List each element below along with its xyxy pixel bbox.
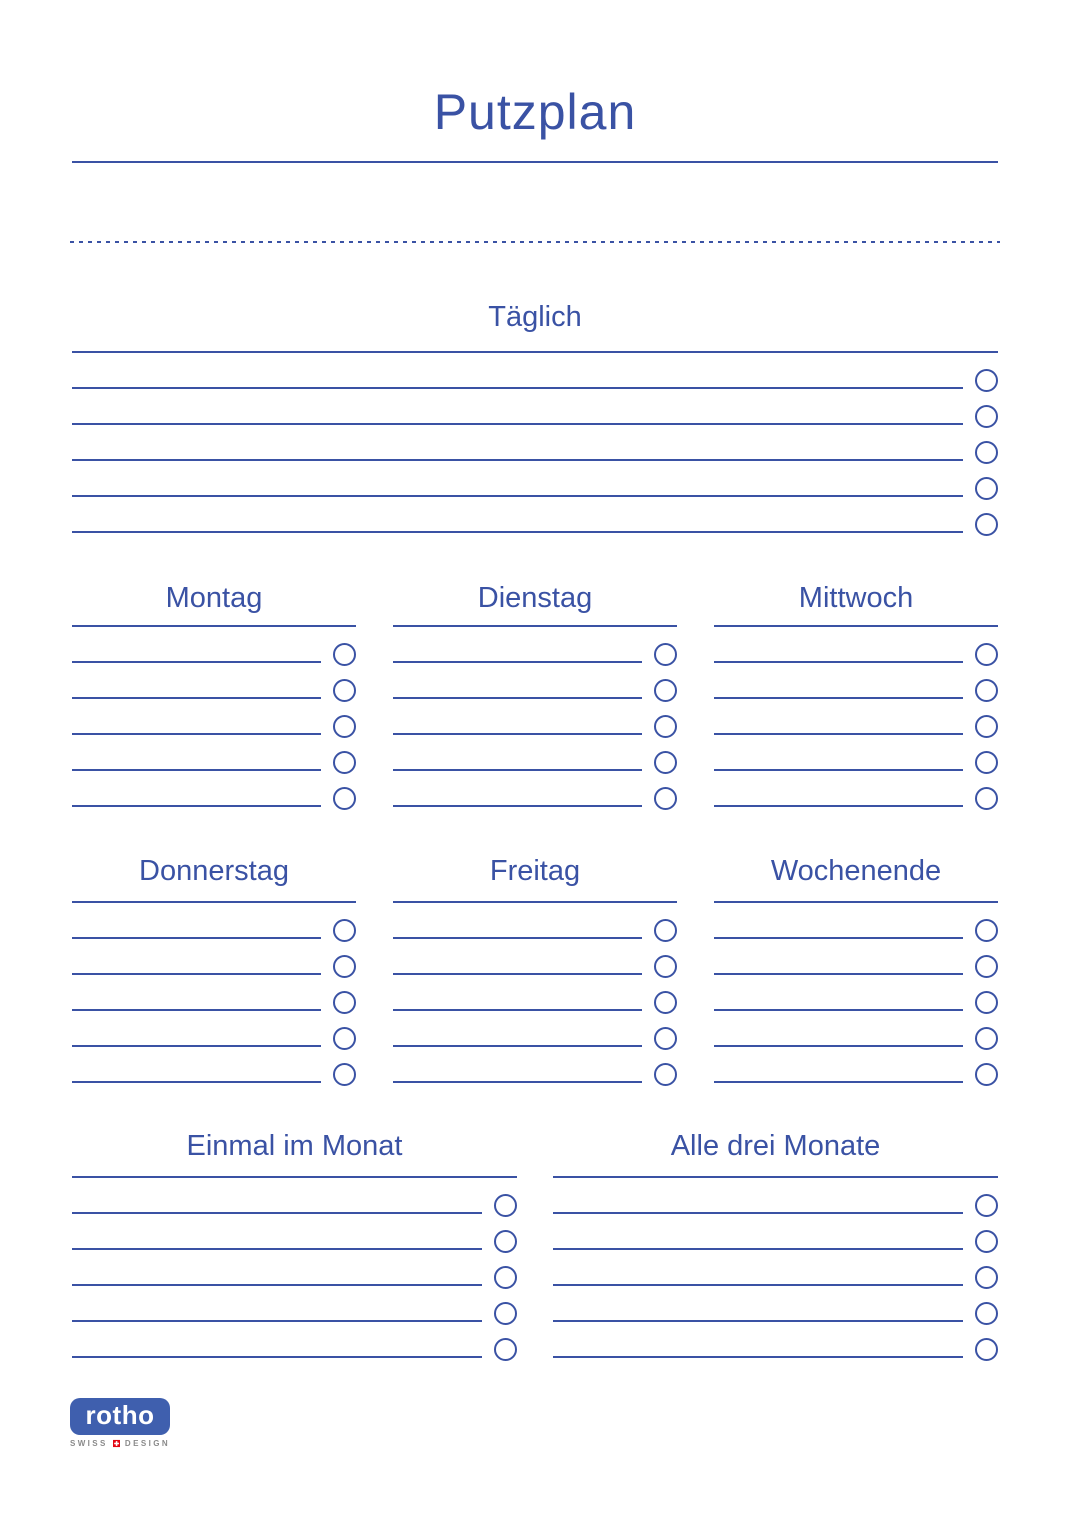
rotho-logo: [70, 1398, 170, 1448]
checkbox-circle[interactable]: [975, 715, 998, 738]
task-write-line[interactable]: [72, 699, 321, 735]
task-write-line[interactable]: [72, 663, 321, 699]
checkbox-circle[interactable]: [654, 715, 677, 738]
checkbox-circle[interactable]: [975, 1063, 998, 1086]
task-write-line[interactable]: [393, 1011, 642, 1047]
task-write-line[interactable]: [72, 627, 321, 663]
task-write-line[interactable]: [72, 1250, 482, 1286]
task-write-line[interactable]: [714, 1011, 963, 1047]
section-row-weekdays-2: [72, 854, 998, 1083]
task-row: [714, 771, 998, 807]
checkbox-circle[interactable]: [975, 441, 998, 464]
section-einmal-im-monat: [72, 1129, 517, 1358]
section-heading-taeglich: Täglich: [488, 301, 582, 333]
checkbox-circle[interactable]: [333, 715, 356, 738]
task-write-line[interactable]: [393, 975, 642, 1011]
task-rows-wochenende: [714, 901, 998, 1083]
task-write-line[interactable]: [72, 1214, 482, 1250]
task-write-line[interactable]: [393, 1047, 642, 1083]
checkbox-circle[interactable]: [975, 751, 998, 774]
task-row: [72, 1047, 356, 1083]
task-rows-alle-drei-monate: [553, 1176, 998, 1358]
task-row: [72, 735, 356, 771]
checkbox-circle[interactable]: [333, 955, 356, 978]
task-rows-freitag: [393, 901, 677, 1083]
task-write-line[interactable]: [72, 1178, 482, 1214]
section-alle-drei-monate: [553, 1129, 998, 1358]
task-row: [72, 939, 356, 975]
checkbox-circle[interactable]: [654, 919, 677, 942]
rotho-logo-tagline: [70, 1439, 170, 1448]
section-heading-mittwoch: Mittwoch: [798, 582, 914, 614]
checkbox-circle[interactable]: [975, 369, 998, 392]
checkbox-circle[interactable]: [654, 1063, 677, 1086]
task-write-line[interactable]: [714, 663, 963, 699]
section-montag: [72, 581, 356, 807]
tagline-design: DESIGN: [124, 1439, 170, 1448]
checkbox-circle[interactable]: [975, 1302, 998, 1325]
task-row: [72, 461, 998, 497]
checkbox-circle[interactable]: [975, 1266, 998, 1289]
page-title: Putzplan: [433, 84, 637, 140]
swiss-cross-icon: [113, 1439, 120, 1448]
section-heading-freitag: Freitag: [489, 855, 581, 887]
checkbox-circle[interactable]: [975, 787, 998, 810]
task-write-line[interactable]: [714, 1047, 963, 1083]
task-write-line[interactable]: [393, 699, 642, 735]
task-row: [553, 1178, 998, 1214]
task-write-line[interactable]: [553, 1178, 963, 1214]
task-row: [714, 663, 998, 699]
task-write-line[interactable]: [553, 1214, 963, 1250]
checkbox-circle[interactable]: [975, 1027, 998, 1050]
section-heading-dienstag: Dienstag: [477, 582, 593, 614]
task-row: [714, 903, 998, 939]
checkbox-circle[interactable]: [333, 643, 356, 666]
title-underline: [72, 161, 998, 163]
checkbox-circle[interactable]: [333, 679, 356, 702]
task-rows-mittwoch: [714, 625, 998, 807]
task-row: [393, 939, 677, 975]
task-rows-donnerstag: [72, 901, 356, 1083]
section-heading-donnerstag: Donnerstag: [139, 855, 289, 887]
checkbox-circle[interactable]: [654, 643, 677, 666]
task-write-line[interactable]: [72, 975, 321, 1011]
task-write-line[interactable]: [72, 461, 963, 497]
task-row: [72, 425, 998, 461]
task-row: [714, 975, 998, 1011]
task-write-line[interactable]: [393, 903, 642, 939]
task-row: [393, 627, 677, 663]
task-row: [72, 497, 998, 533]
task-write-line[interactable]: [72, 497, 963, 533]
task-row: [553, 1250, 998, 1286]
task-row: [714, 699, 998, 735]
checkbox-circle[interactable]: [654, 787, 677, 810]
section-heading-alle-drei-monate: Alle drei Monate: [670, 1130, 881, 1162]
section-dienstag: [393, 581, 677, 807]
task-write-line[interactable]: [72, 771, 321, 807]
checkbox-circle[interactable]: [333, 751, 356, 774]
section-heading-einmal-im-monat: Einmal im Monat: [186, 1130, 403, 1162]
checkbox-circle[interactable]: [654, 1027, 677, 1050]
task-row: [393, 735, 677, 771]
task-write-line[interactable]: [553, 1286, 963, 1322]
section-donnerstag: [72, 854, 356, 1083]
task-row: [72, 353, 998, 389]
task-row: [714, 939, 998, 975]
checkbox-circle[interactable]: [975, 643, 998, 666]
task-row: [393, 771, 677, 807]
task-row: [553, 1214, 998, 1250]
tagline-swiss: SWISS: [70, 1439, 108, 1448]
task-write-line[interactable]: [553, 1322, 963, 1358]
task-write-line[interactable]: [714, 939, 963, 975]
checkbox-circle[interactable]: [333, 991, 356, 1014]
checkbox-circle[interactable]: [975, 679, 998, 702]
rotho-logo-badge: rotho: [70, 1398, 170, 1435]
task-row: [72, 1011, 356, 1047]
task-write-line[interactable]: [714, 699, 963, 735]
section-heading-montag: Montag: [165, 582, 263, 614]
task-row: [72, 1250, 517, 1286]
task-write-line[interactable]: [393, 735, 642, 771]
task-row: [393, 663, 677, 699]
task-row: [393, 903, 677, 939]
section-mittwoch: [714, 581, 998, 807]
task-row: [72, 1286, 517, 1322]
task-row: [72, 1214, 517, 1250]
section-heading-wochenende: Wochenende: [770, 855, 942, 887]
task-write-line[interactable]: [714, 771, 963, 807]
task-row: [72, 975, 356, 1011]
task-write-line[interactable]: [393, 627, 642, 663]
checkbox-circle[interactable]: [494, 1266, 517, 1289]
task-row: [553, 1286, 998, 1322]
task-rows-einmal-im-monat: [72, 1176, 517, 1358]
task-write-line[interactable]: [553, 1250, 963, 1286]
checkbox-circle[interactable]: [333, 919, 356, 942]
task-write-line[interactable]: [714, 903, 963, 939]
checkbox-circle[interactable]: [975, 405, 998, 428]
task-rows-dienstag: [393, 625, 677, 807]
checkbox-circle[interactable]: [975, 1194, 998, 1217]
task-row: [393, 1011, 677, 1047]
task-row: [72, 663, 356, 699]
checkbox-circle[interactable]: [333, 1027, 356, 1050]
section-wochenende: [714, 854, 998, 1083]
task-write-line[interactable]: [393, 939, 642, 975]
checkbox-circle[interactable]: [975, 1230, 998, 1253]
task-write-line[interactable]: [714, 975, 963, 1011]
task-write-line[interactable]: [72, 939, 321, 975]
task-write-line[interactable]: [72, 735, 321, 771]
task-row: [72, 903, 356, 939]
dotted-divider: [70, 241, 1000, 243]
task-write-line[interactable]: [72, 1322, 482, 1358]
checkbox-circle[interactable]: [975, 955, 998, 978]
checkbox-circle[interactable]: [654, 991, 677, 1014]
section-row-weekdays-1: [72, 581, 998, 807]
task-row: [72, 1178, 517, 1214]
task-row: [72, 389, 998, 425]
task-write-line[interactable]: [714, 627, 963, 663]
checkbox-circle[interactable]: [654, 955, 677, 978]
task-write-line[interactable]: [72, 903, 321, 939]
checkbox-circle[interactable]: [494, 1302, 517, 1325]
task-row: [553, 1322, 998, 1358]
checkbox-circle[interactable]: [654, 751, 677, 774]
task-row: [714, 735, 998, 771]
task-row: [714, 1047, 998, 1083]
task-write-line[interactable]: [393, 663, 642, 699]
task-write-line[interactable]: [72, 1286, 482, 1322]
section-taeglich: [72, 300, 998, 533]
task-write-line[interactable]: [72, 1011, 321, 1047]
checkbox-circle[interactable]: [494, 1338, 517, 1361]
checkbox-circle[interactable]: [333, 787, 356, 810]
checkbox-circle[interactable]: [494, 1194, 517, 1217]
task-row: [72, 699, 356, 735]
task-row: [393, 975, 677, 1011]
task-write-line[interactable]: [714, 735, 963, 771]
checkbox-circle[interactable]: [333, 1063, 356, 1086]
task-row: [714, 1011, 998, 1047]
task-row: [714, 627, 998, 663]
task-row: [393, 699, 677, 735]
checkbox-circle[interactable]: [975, 1338, 998, 1361]
checkbox-circle[interactable]: [494, 1230, 517, 1253]
task-rows-montag: [72, 625, 356, 807]
task-row: [72, 627, 356, 663]
section-freitag: [393, 854, 677, 1083]
task-row: [72, 1322, 517, 1358]
task-write-line[interactable]: [72, 353, 963, 389]
checkbox-circle[interactable]: [975, 513, 998, 536]
task-write-line[interactable]: [72, 1047, 321, 1083]
section-row-monthly: [72, 1129, 998, 1358]
task-row: [72, 771, 356, 807]
task-write-line[interactable]: [72, 389, 963, 425]
task-row: [393, 1047, 677, 1083]
checkbox-circle[interactable]: [975, 477, 998, 500]
checkbox-circle[interactable]: [654, 679, 677, 702]
task-write-line[interactable]: [393, 771, 642, 807]
task-rows-taeglich: [72, 351, 998, 533]
checkbox-circle[interactable]: [975, 991, 998, 1014]
task-write-line[interactable]: [72, 425, 963, 461]
checkbox-circle[interactable]: [975, 919, 998, 942]
